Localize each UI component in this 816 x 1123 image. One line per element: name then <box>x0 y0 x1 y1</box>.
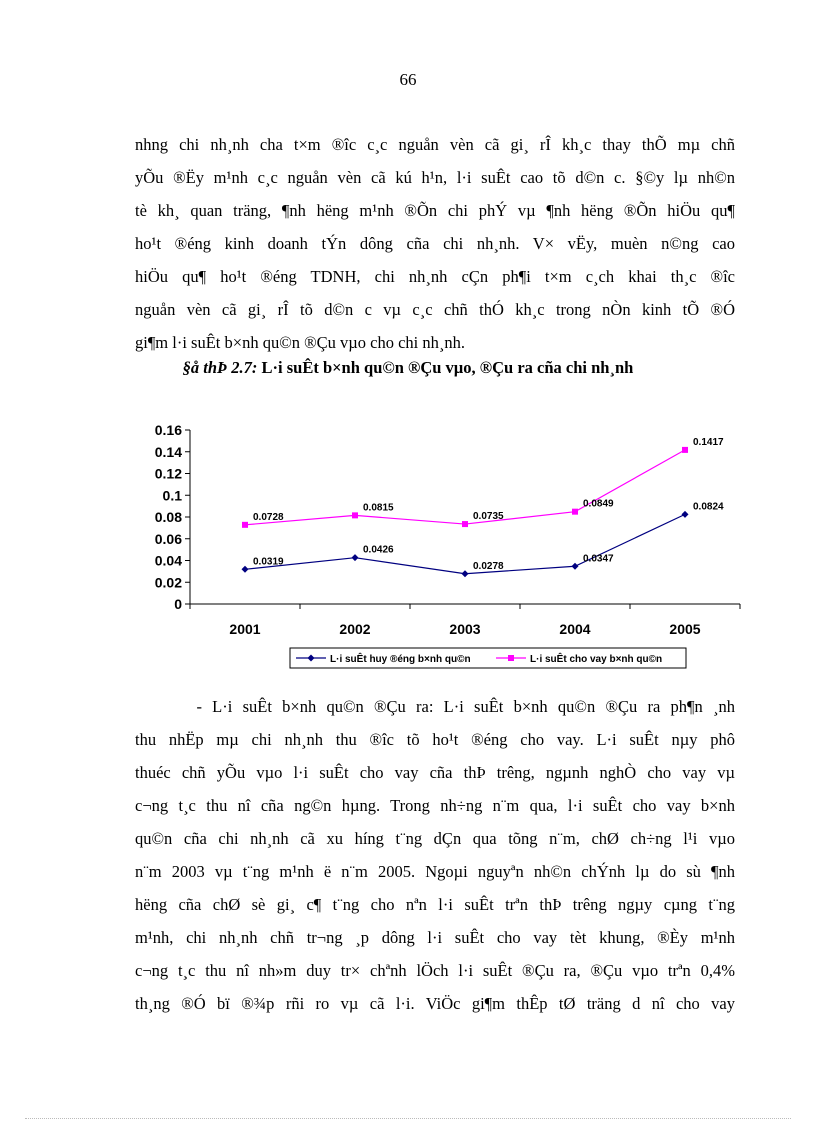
data-point <box>462 521 468 527</box>
data-point <box>352 554 359 561</box>
data-label: 0.0728 <box>253 511 284 523</box>
data-label: 0.0815 <box>363 502 394 514</box>
paragraph-2-line: c¬ng t¸c thu nî cña ng©n hµng. Trong nh÷ng n¨m qua, l·i suÊt cho vay b×nh <box>135 796 735 815</box>
data-point <box>682 511 689 518</box>
y-tick-label: 0.02 <box>154 574 182 591</box>
y-tick-label: 0.14 <box>154 443 182 460</box>
y-tick-label: 0.06 <box>154 530 182 547</box>
data-label: 0.1417 <box>693 436 724 448</box>
paragraph-2-line: c¬ng t¸c thu nî nh»m duy tr× chªnh lÖch l·i suÊt ®Çu ra, ®Çu vµo trªn 0,4% <box>135 961 735 980</box>
y-tick-label: 0.16 <box>154 422 182 438</box>
figure-title: L·i suÊt b×nh qu©n ®Çu vµo, ®Çu ra cña chi nh¸nh <box>257 358 634 377</box>
paragraph-2-line: thu nhËp mµ chi nh¸nh thu ®îc tõ ho¹t ®éng cho vay. L·i suÊt nµy phô <box>135 730 735 749</box>
paragraph-2-line: qu©n cña chi nh¸nh cã xu híng t¨ng dÇn qua tõng n¨m, chØ ch÷ng l¹i vµo <box>135 829 735 848</box>
paragraph-2-line: n¨m 2003 vµ t¨ng m¹nh ë n¨m 2005. Ngoµi nguyªn nh©n chÝnh lµ do sù ¶nh <box>135 862 735 881</box>
data-label: 0.0319 <box>253 556 284 568</box>
y-tick-label: 0.08 <box>154 509 182 525</box>
figure-caption <box>0 358 816 378</box>
x-tick-label: 2003 <box>449 621 481 637</box>
legend-marker <box>508 655 514 661</box>
data-point <box>572 509 578 515</box>
data-point <box>352 512 358 518</box>
line-chart <box>130 410 750 680</box>
paragraph-1-line: yÕu ®Ëy m¹nh c¸c nguån vèn cã kú h¹n, l·i suÊt cao tõ d©n c. §©y lµ nh©n <box>135 168 735 187</box>
data-label: 0.0735 <box>473 511 504 523</box>
paragraph-2-line: th¸ng ®Ó bï ®¾p rñi ro vµ cã l·i. ViÖc gi¶m thÊp tØ träng d nî cho vay <box>135 994 735 1013</box>
paragraph-1-line: hiÖu qu¶ ho¹t ®éng TDNH, chi nh¸nh cÇn ph¶i t×m c¸ch khai th¸c ®îc <box>135 267 735 286</box>
page-number: 66 <box>399 70 417 89</box>
legend-label: L·i suÊt huy ®éng b×nh qu©n <box>330 654 471 665</box>
data-label: 0.0849 <box>583 498 614 510</box>
data-point <box>242 566 249 573</box>
paragraph-1 <box>135 128 735 359</box>
x-tick-label: 2005 <box>669 621 701 637</box>
data-label: 0.0347 <box>583 553 614 565</box>
footer-rule <box>25 1118 791 1119</box>
figure-label: §å thÞ 2.7: <box>182 358 258 377</box>
data-label: 0.0278 <box>473 560 504 572</box>
data-point <box>572 563 579 570</box>
x-tick-label: 2004 <box>559 621 591 637</box>
paragraph-2-line: hëng cña chØ sè gi¸ c¶ t¨ng cho nªn l·i suÊt trªn thÞ trêng ngµy cµng t¨ng <box>135 895 735 914</box>
data-point <box>682 447 688 453</box>
paragraph-1-line: tè kh¸ quan träng, ¶nh hëng m¹nh ®Õn chi phÝ vµ ¶nh hëng ®Õn hiÖu qu¶ <box>135 201 735 220</box>
paragraph-2-line: m¹nh, chi nh¸nh chñ tr¬ng ¸p dông l·i suÊt cho vay tèt khung, ®Èy m¹nh <box>135 928 735 947</box>
y-tick-label: 0 <box>174 596 182 612</box>
y-tick-label: 0.1 <box>162 487 182 504</box>
y-tick-label: 0.04 <box>154 552 182 569</box>
paragraph-2-line: thuéc chñ yÕu vµo l·i suÊt cho vay cña thÞ trêng, ngµnh nghÒ cho vay vµ <box>135 763 735 782</box>
data-label: 0.0824 <box>693 501 724 513</box>
paragraph-2-line: - L·i suÊt b×nh qu©n ®Çu ra: L·i suÊt b×nh qu©n ®Çu ra ph¶n ¸nh <box>135 697 735 716</box>
paragraph-1-line: nguån vèn cã gi¸ rÎ tõ d©n c vµ c¸c chñ thÓ kh¸c trong nÒn kinh tÕ ®Ó <box>135 300 735 319</box>
y-tick-label: 0.12 <box>154 465 182 482</box>
data-point <box>242 522 248 528</box>
paragraph-1-line: ho¹t ®éng kinh doanh tÝn dông cña chi nh¸nh. V× vËy, muèn n©ng cao <box>135 234 735 253</box>
x-tick-label: 2001 <box>229 621 261 637</box>
paragraph-1-line: nhng chi nh¸nh cha t×m ®îc c¸c nguån vèn cã gi¸ rÎ kh¸c thay thÕ mµ chñ <box>135 135 735 154</box>
legend-label: L·i suÊt cho vay b×nh qu©n <box>530 654 663 665</box>
paragraph-2 <box>135 690 735 1020</box>
paragraph-1-line: gi¶m l·i suÊt b×nh qu©n ®Çu vµo cho chi nh¸nh. <box>135 333 466 352</box>
data-point <box>462 570 469 577</box>
data-label: 0.0426 <box>363 544 394 556</box>
x-tick-label: 2002 <box>339 621 371 637</box>
series-line-2 <box>245 450 685 525</box>
